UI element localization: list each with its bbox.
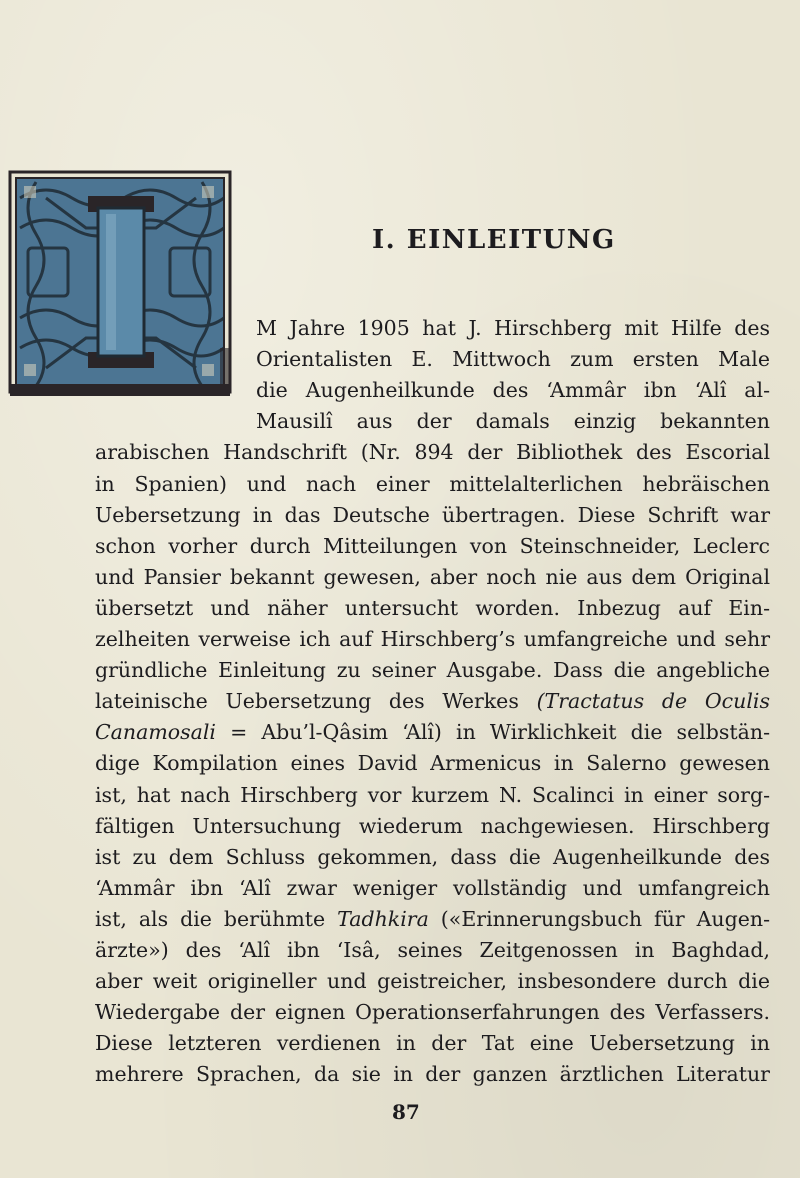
body-line: Canamosali = Abu’l-Qâsim ‘Alî) in Wirklichkeit die selbstän-	[95, 720, 770, 745]
body-line: ‘Ammâr ibn ‘Alî zwar weniger vollständig und umfangreich	[95, 875, 770, 900]
body-line: Diese letzteren verdienen in der Tat eine Uebersetzung in	[95, 1031, 770, 1056]
body-line: arabischen Handschrift (Nr. 894 der Bibliothek des Escorial	[95, 440, 770, 465]
body-line: Orientalisten E. Mittwoch zum ersten Male	[256, 347, 770, 372]
italic-phrase: (Tractatus de Oculis	[536, 689, 770, 714]
body-line: Uebersetzung in das Deutsche übertragen. Diese Schrift war	[95, 502, 770, 527]
body-line: schon vorher durch Mitteilungen von Steinschneider, Leclerc	[95, 533, 770, 558]
body-line: M Jahre 1905 hat J. Hirschberg mit Hilfe des	[256, 316, 770, 340]
body-line: ist, hat nach Hirschberg vor kurzem N. Scalinci in einer sorg-	[95, 782, 770, 807]
body-line: gründliche Einleitung zu seiner Ausgabe. Dass die angebliche	[95, 658, 770, 683]
body-line: lateinische Uebersetzung des Werkes (Tractatus de Oculis	[95, 689, 770, 714]
body-line: ist, als die berühmte Tadhkira («Erinnerungsbuch für Augen-	[95, 906, 770, 931]
body-line: und Pansier bekannt gewesen, aber noch nie aus dem Original	[95, 564, 770, 589]
body-line: übersetzt und näher untersucht worden. Inbezug auf Ein-	[95, 595, 770, 620]
body-line: mehrere Sprachen, da sie in der ganzen ärztlichen Literatur	[95, 1062, 770, 1087]
body-line: zelheiten verweise ich auf Hirschberg’s umfangreiche und sehr	[95, 627, 770, 651]
body-line: Mausilî aus der damals einzig bekannten	[256, 409, 770, 434]
italic-phrase: Tadhkira	[337, 906, 429, 931]
italic-phrase: Canamosali	[95, 720, 216, 745]
body-line: ist zu dem Schluss gekommen, dass die Augenheilkunde des	[95, 844, 770, 869]
body-line: Wiedergabe der eignen Operationserfahrungen des Verfassers.	[95, 1000, 770, 1025]
body-line: in Spanien) und nach einer mittelalterlichen hebräischen	[95, 471, 770, 496]
chapter-title: I. EINLEITUNG	[372, 225, 616, 255]
decorated-initial-i	[6, 168, 238, 400]
body-line: fältigen Untersuchung wiederum nachgewiesen. Hirschberg	[95, 813, 770, 838]
body-line: ärzte») des ‘Alî ibn ‘Isâ, seines Zeitgenossen in Baghdad,	[95, 938, 770, 962]
page-number: 87	[392, 1099, 420, 1124]
body-line: dige Kompilation eines David Armenicus in Salerno gewesen	[95, 751, 770, 776]
body-line: aber weit origineller und geistreicher, insbesondere durch die	[95, 969, 770, 994]
body-line: die Augenheilkunde des ‘Ammâr ibn ‘Alî al-	[256, 378, 770, 403]
